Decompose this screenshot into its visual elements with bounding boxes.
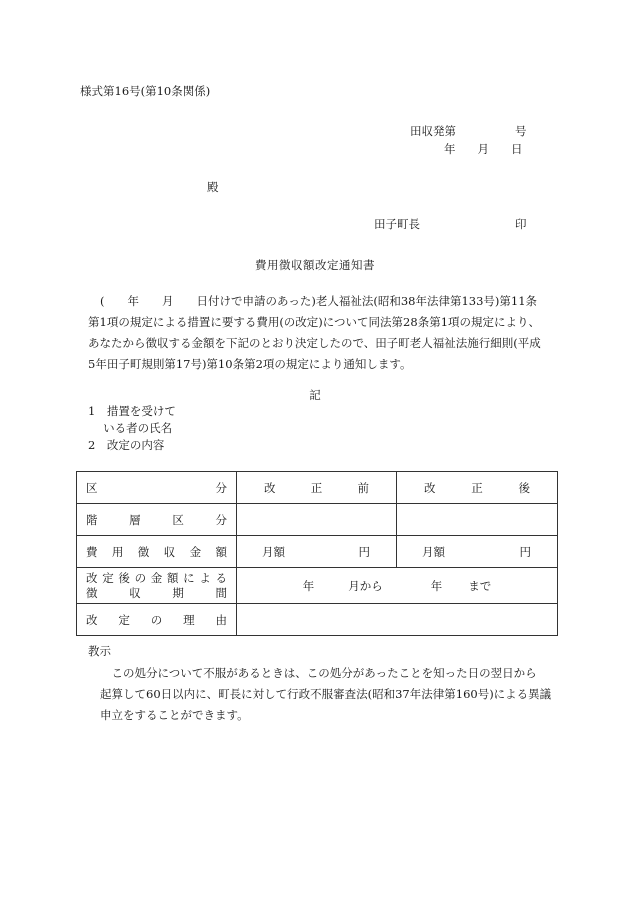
addressee-honorific: 殿 — [207, 180, 219, 194]
label-char: 定 — [102, 570, 114, 585]
header-category-right: 分 — [215, 480, 227, 495]
item-2: 2 改定の内容 — [88, 438, 165, 452]
instruction-heading: 教示 — [88, 644, 111, 658]
label-char: 金 — [189, 544, 202, 559]
label-char: 金 — [150, 570, 163, 585]
document-title: 費用徴収額改定通知書 — [255, 258, 375, 272]
label-char: 分 — [215, 512, 227, 527]
label-char: 区 — [172, 512, 184, 527]
header-after-char: 後 — [518, 480, 530, 495]
form-number: 様式第16号(第10条関係) — [80, 84, 211, 98]
label-char: 収 — [129, 585, 141, 600]
label-char: 改 — [86, 570, 98, 585]
label-char: の — [150, 612, 163, 627]
instruction-line-3: 申立をすることができます。 — [100, 708, 249, 722]
row-label-amount — [77, 536, 237, 568]
period-until: まで — [468, 578, 492, 593]
header-category — [77, 472, 237, 504]
table-row — [77, 568, 558, 604]
label-char: 徴 — [137, 544, 150, 559]
seal-mark: 印 — [515, 217, 527, 231]
table-row — [77, 504, 558, 536]
label-char: 期 — [172, 585, 184, 600]
yen-unit: 円 — [358, 544, 370, 559]
reference-number-suffix: 号 — [515, 124, 527, 138]
instruction-line-1: この処分について不服があるときは、この処分があったことを知った日の翌日から — [100, 666, 537, 680]
monthly-label: 月額 — [262, 544, 285, 559]
label-char: 由 — [215, 612, 227, 627]
row-label-class — [77, 504, 237, 536]
period-cell[interactable] — [237, 568, 558, 604]
label-char: 額 — [215, 544, 227, 559]
body-line-2: 第1項の規定による措置に要する費用(の改定)について同法第28条第1項の規定により、 — [88, 315, 541, 329]
item-1 — [88, 403, 176, 437]
label-char: 用 — [111, 544, 124, 559]
amount-after-cell[interactable] — [397, 536, 558, 568]
header-after — [397, 472, 558, 504]
header-category-left: 区 — [86, 480, 98, 495]
label-char: る — [215, 570, 227, 585]
body-line-3: あなたから徴収する金額を下記のとおり決定したので、田子町老人福祉法施行細則(平成 — [88, 336, 541, 350]
label-char: 徴 — [86, 585, 98, 600]
label-char: 階 — [86, 512, 98, 527]
issue-date — [444, 141, 523, 157]
label-char: 定 — [118, 612, 130, 627]
header-after-char: 正 — [471, 480, 483, 495]
body-line-1: ( 年 月 日付けで申請のあった)老人福祉法(昭和38年法律第133号)第11条 — [100, 294, 538, 308]
table-row — [77, 604, 558, 636]
sender-name: 田子町長 — [374, 217, 420, 231]
label-char: 理 — [183, 612, 195, 627]
date-month: 月 — [477, 142, 489, 156]
date-year: 年 — [444, 142, 456, 156]
notice-body — [88, 291, 558, 375]
label-char: に — [183, 570, 195, 585]
row-label-period — [77, 568, 237, 604]
yen-unit: 円 — [519, 544, 531, 559]
header-before — [237, 472, 397, 504]
item-1-line-1: 1 措置を受けて — [88, 404, 176, 418]
label-char: 額 — [166, 570, 179, 585]
reference-number-prefix: 田収発第 — [410, 124, 456, 138]
table-header-row — [77, 472, 558, 504]
item-1-line-2: いる者の氏名 — [88, 421, 173, 435]
class-after-cell[interactable] — [397, 504, 558, 536]
revision-table — [76, 471, 558, 636]
amount-before-cell[interactable] — [237, 536, 397, 568]
date-day: 日 — [511, 142, 523, 156]
period-from: 月から — [348, 578, 383, 593]
label-char: 後 — [118, 570, 130, 585]
label-char: 改 — [86, 612, 98, 627]
row-label-reason — [77, 604, 237, 636]
body-line-4: 5年田子町規則第17号)第10条第2項の規定により通知します。 — [88, 357, 412, 371]
header-before-char: 改 — [264, 480, 276, 495]
header-before-char: 正 — [310, 480, 323, 495]
ki-heading: 記 — [309, 388, 321, 402]
label-char: よ — [199, 570, 211, 585]
label-char: 収 — [163, 544, 176, 559]
table-row — [77, 536, 558, 568]
header-after-char: 改 — [424, 480, 436, 495]
label-char: 費 — [86, 544, 98, 559]
period-year-1: 年 — [302, 578, 315, 593]
reason-cell[interactable] — [237, 604, 558, 636]
label-char: の — [134, 570, 147, 585]
instruction-line-2: 起算して60日以内に、町長に対して行政不服審査法(昭和37年法律第160号)による異議 — [100, 687, 552, 701]
monthly-label: 月額 — [422, 544, 445, 559]
label-char: 層 — [129, 512, 141, 527]
label-char: 間 — [215, 585, 227, 600]
instruction-body — [100, 663, 560, 726]
class-before-cell[interactable] — [237, 504, 397, 536]
period-year-2: 年 — [430, 578, 443, 593]
header-before-char: 前 — [357, 480, 369, 495]
